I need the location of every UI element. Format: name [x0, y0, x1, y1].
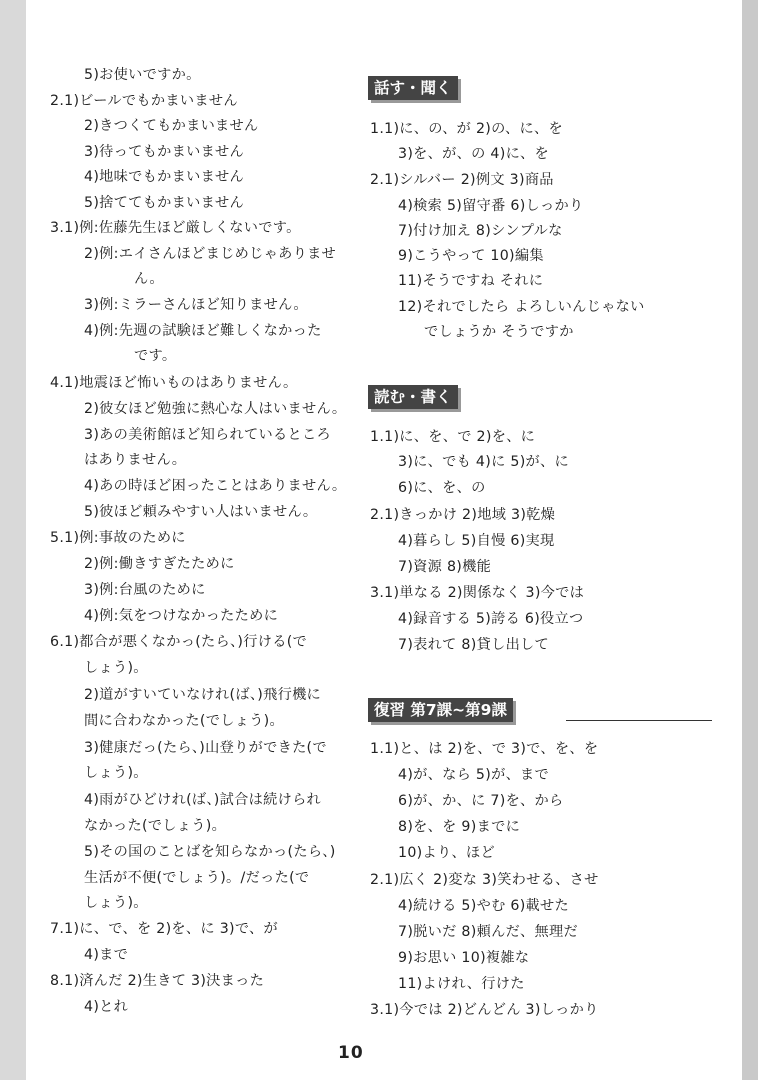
answer-line: 3)に、でも 4)に 5)が、に: [398, 454, 570, 470]
textbook-page: [26, 0, 742, 1080]
answer-line: はありません。: [84, 452, 187, 468]
answer-line: 3.1)今では 2)どんどん 3)しっかり: [370, 1002, 599, 1018]
answer-line: 1.1)と、は 2)を、で 3)で、を、を: [370, 741, 599, 757]
page-number: 10: [338, 1043, 364, 1063]
answer-line: 7.1)に、で、を 2)を、に 3)で、が: [50, 921, 279, 937]
answer-line: ん。: [134, 271, 164, 287]
answer-line: 4.1)地震ほど怖いものはありません。: [50, 375, 298, 391]
answer-line: 2)例:エイさんほどまじめじゃありませ: [84, 246, 337, 262]
answer-line: しょう)。: [84, 765, 148, 781]
answer-line: 2.1)きっかけ 2)地域 3)乾燥: [370, 507, 556, 523]
answer-line: 4)例:先週の試験ほど難しくなかった: [84, 323, 322, 339]
answer-line: しょう)。: [84, 660, 148, 676]
answer-line: 3)例:ミラーさんほど知りません。: [84, 297, 308, 313]
answer-line: 2)きつくてもかまいません: [84, 118, 259, 134]
answer-line: 6)が、か、に 7)を、から: [398, 793, 564, 809]
answer-line: 8.1)済んだ 2)生きて 3)決まった: [50, 973, 265, 989]
answer-line: しょう)。: [84, 895, 148, 911]
answer-line: 4)続ける 5)やむ 6)載せた: [398, 898, 570, 914]
answer-line: 4)が、なら 5)が、まで: [398, 767, 550, 783]
answer-line: 11)よけれ、行けた: [398, 976, 525, 992]
section-heading-speaking-listening: 話す・聞く: [368, 76, 458, 100]
answer-line: 5)捨ててもかまいません: [84, 195, 245, 211]
answer-line: 4)例:気をつけなかったために: [84, 608, 279, 624]
answer-line: 7)脱いだ 8)頼んだ、無理だ: [398, 924, 579, 940]
answer-line: 2)彼女ほど勉強に熱心な人はいません。: [84, 401, 347, 417]
answer-line: 3)待ってもかまいません: [84, 144, 245, 160]
answer-line: 3.1)単なる 2)関係なく 3)今では: [370, 585, 585, 601]
answer-line: 5)お使いですか。: [84, 67, 201, 83]
answer-line: 4)暮らし 5)自慢 6)実現: [398, 533, 555, 549]
answer-line: 6)に、を、の: [398, 480, 486, 496]
answer-line: 4)まで: [84, 947, 129, 963]
answer-line: 4)雨がひどけれ(ば、)試合は続けられ: [84, 792, 322, 808]
answer-line: 5)彼ほど頼みやすい人はいません。: [84, 504, 318, 520]
answer-line: 5.1)例:事故のために: [50, 530, 186, 546]
answer-line: 2)例:働きすぎたために: [84, 556, 235, 572]
answer-line: なかった(でしょう)。: [84, 818, 227, 834]
answer-line: 2.1)ビールでもかまいません: [50, 93, 238, 109]
answer-line: 4)とれ: [84, 999, 129, 1015]
answer-line: 10)より、ほど: [398, 845, 495, 861]
answer-line: 11)そうですね それに: [398, 273, 544, 289]
answer-line: 9)お思い 10)複雑な: [398, 950, 530, 966]
answer-line: 3)例:台風のために: [84, 582, 206, 598]
heading-underline: [566, 720, 712, 721]
answer-line: 生活が不便(でしょう)。/だった(で: [84, 870, 310, 886]
answer-line: 7)付け加え 8)シンプルな: [398, 223, 563, 239]
answer-line: 9)こうやって 10)編集: [398, 248, 544, 264]
answer-line: 2.1)広く 2)変な 3)笑わせる、させ: [370, 872, 599, 888]
answer-line: 4)検索 5)留守番 6)しっかり: [398, 198, 584, 214]
answer-line: 8)を、を 9)までに: [398, 819, 521, 835]
answer-line: 3)あの美術館ほど知られているところ: [84, 427, 331, 443]
section-heading-reading-writing: 読む・書く: [368, 385, 458, 409]
answer-line: 3.1)例:佐藤先生ほど厳しくないです。: [50, 220, 301, 236]
section-heading-review: 復習 第7課~第9課: [368, 698, 513, 722]
answer-line: 5)その国のことばを知らなかっ(たら、): [84, 844, 336, 860]
answer-line: 3)を、が、の 4)に、を: [398, 146, 550, 162]
answer-line: 1.1)に、を、で 2)を、に: [370, 429, 536, 445]
answer-line: 2.1)シルバー 2)例文 3)商品: [370, 172, 554, 188]
answer-line: 12)それでしたら よろしいんじゃない: [398, 299, 645, 315]
answer-line: 4)あの時ほど困ったことはありません。: [84, 478, 347, 494]
answer-line: 7)表れて 8)貸し出して: [398, 637, 550, 653]
answer-line: 7)資源 8)機能: [398, 559, 492, 575]
answer-line: 4)録音する 5)誇る 6)役立つ: [398, 611, 584, 627]
answer-line: です。: [134, 348, 177, 364]
answer-line: 6.1)都合が悪くなかっ(たら、)行ける(で: [50, 634, 308, 650]
answer-line: 2)道がすいていなけれ(ば、)飛行機に: [84, 687, 322, 703]
answer-line: 4)地味でもかまいません: [84, 169, 245, 185]
answer-line: 間に合わなかった(でしょう)。: [84, 713, 285, 729]
answer-line: 3)健康だっ(たら、)山登りができた(で: [84, 740, 327, 756]
answer-line: 1.1)に、の、が 2)の、に、を: [370, 121, 564, 137]
answer-line: でしょうか そうですか: [424, 324, 574, 340]
page-edge-shadow: [742, 0, 758, 1080]
